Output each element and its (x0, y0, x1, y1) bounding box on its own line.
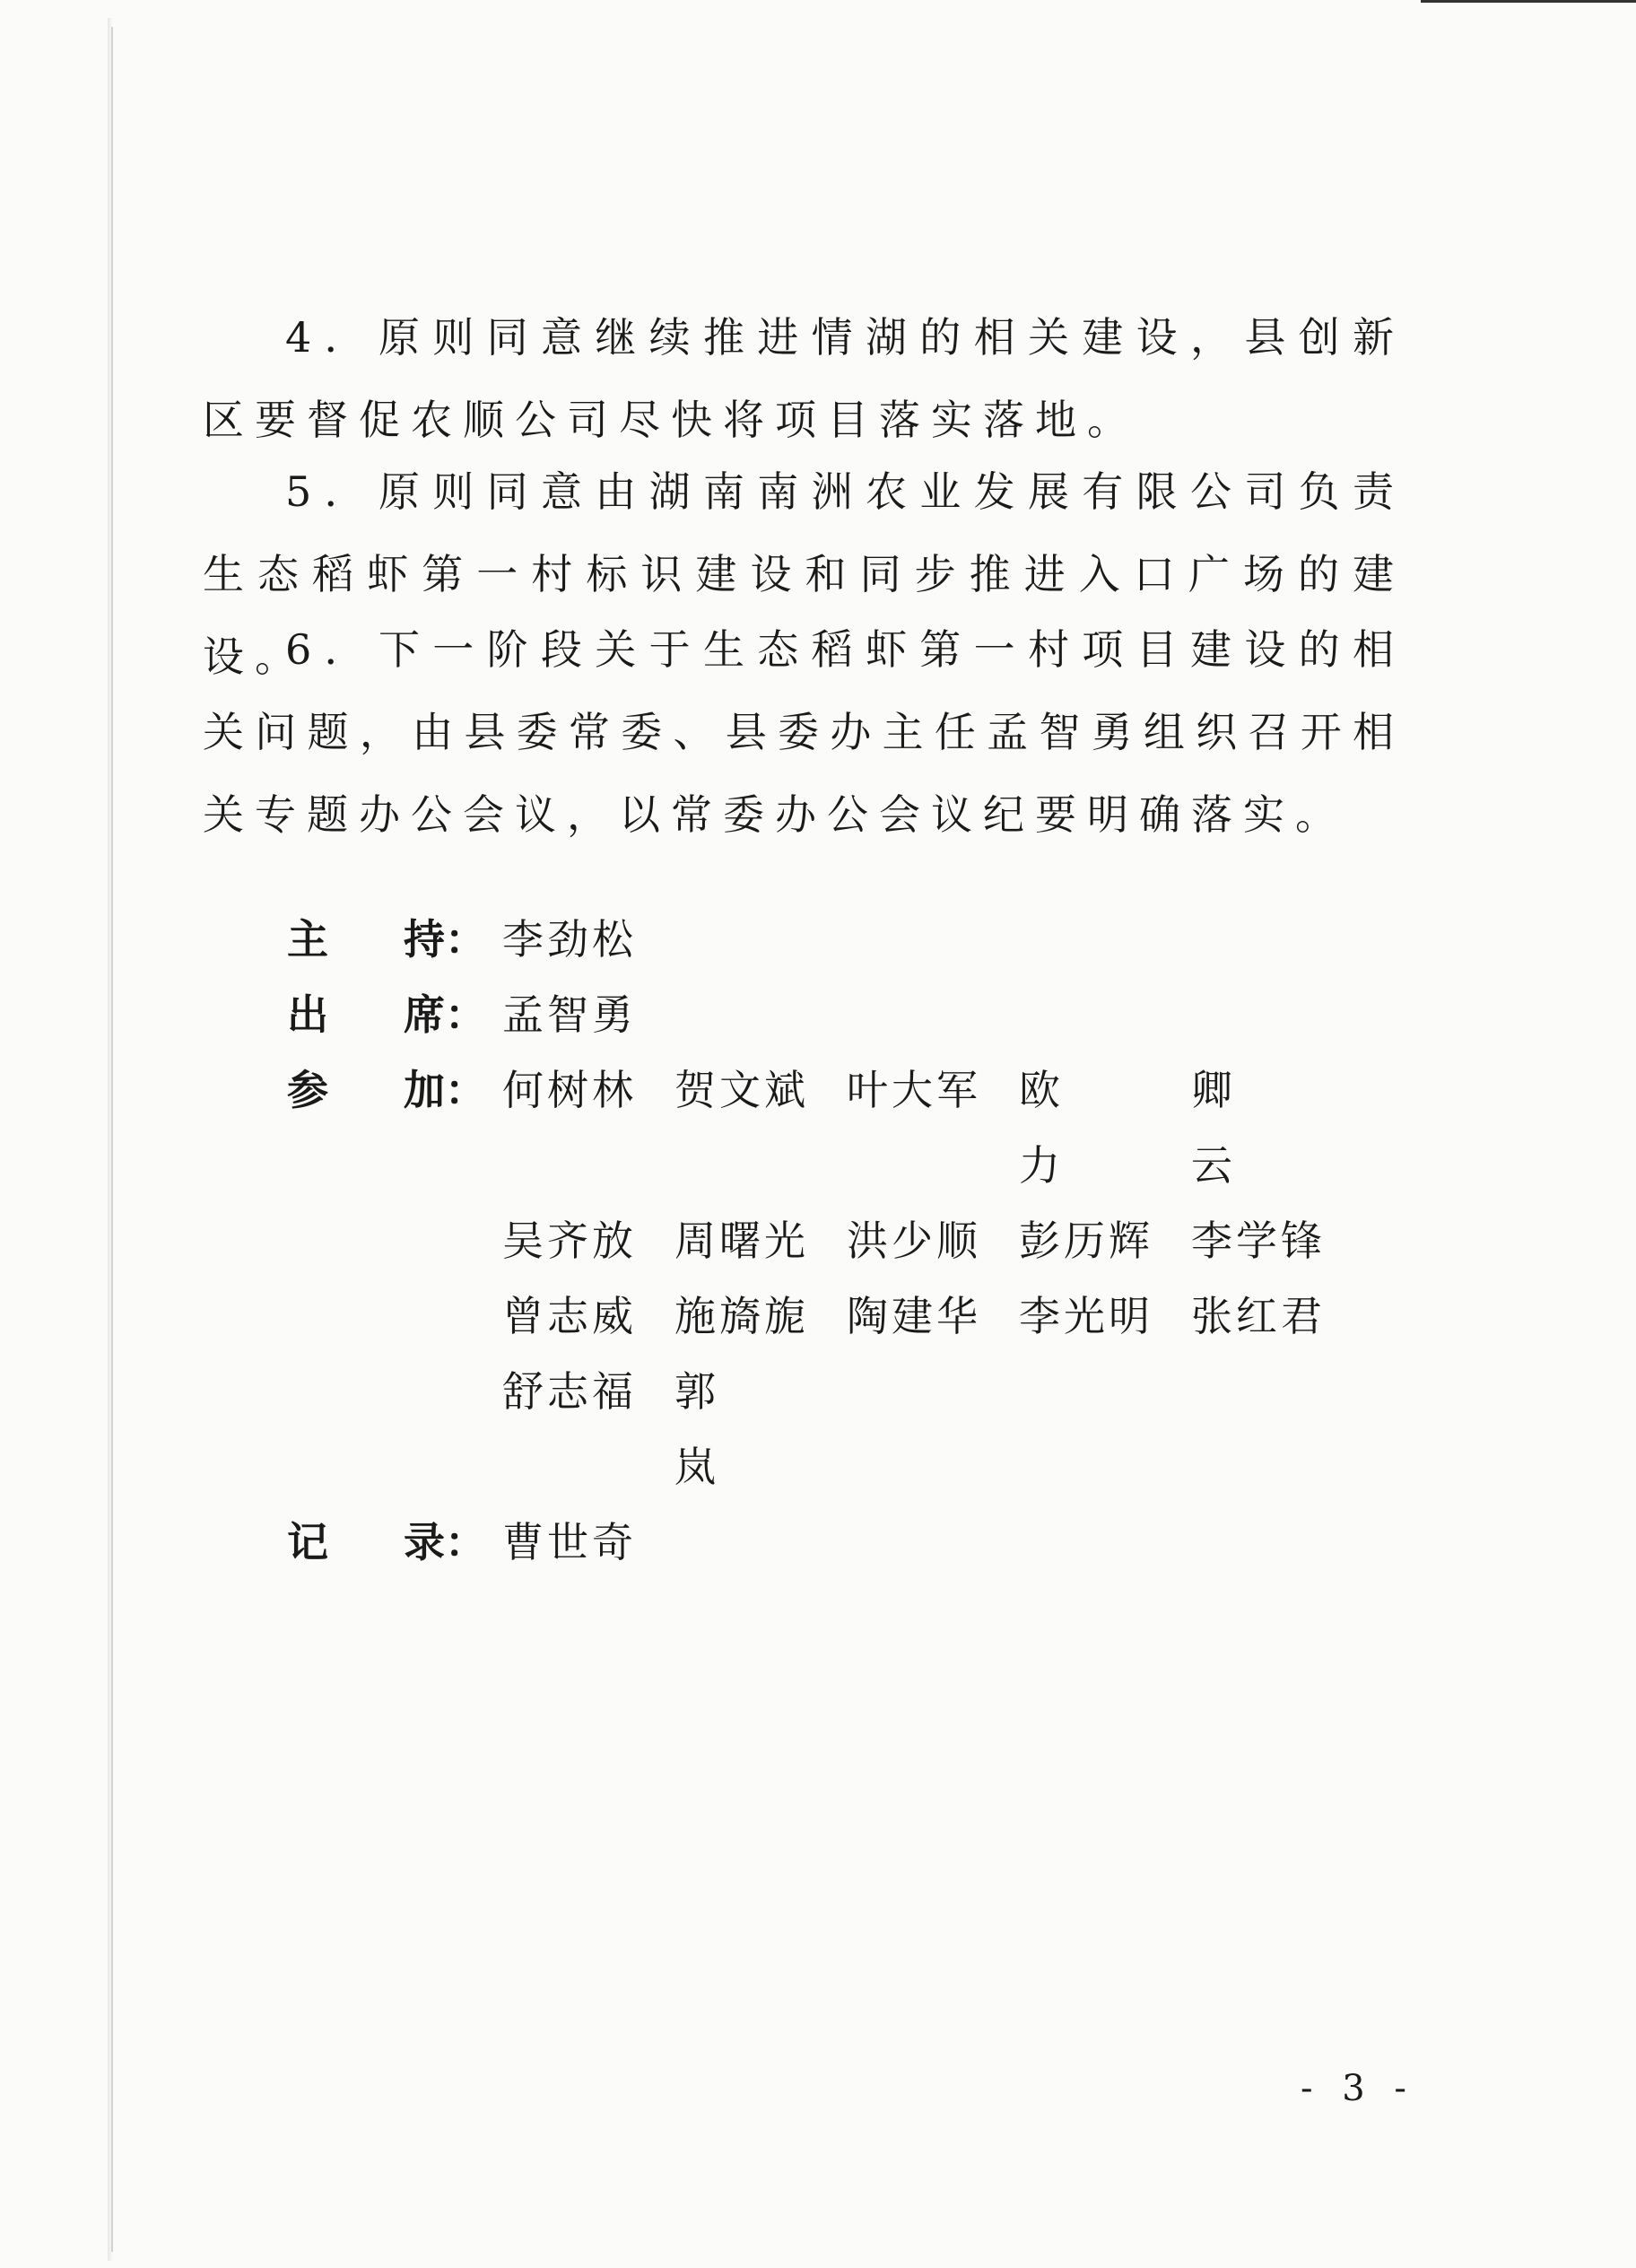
participant-name: 舒志福 (502, 1367, 637, 1416)
host-label-b: 持： (404, 915, 486, 964)
host-names (502, 902, 1363, 977)
recorder-name: 曹世奇 (502, 1518, 637, 1566)
participant-name: 施旖旎 (674, 1292, 809, 1340)
scan-top-line (1421, 0, 1636, 3)
paragraph-item-5: 5．原则同意由湖南南洲农业发展有限公司负责生态稻虾第一村标识建设和同步推进入口广场的建设。 (203, 467, 1405, 681)
attend-label (287, 977, 502, 1052)
attend-row (287, 977, 1363, 1052)
participant-name: 欧 力 (1019, 1066, 1103, 1190)
participant-name: 彭历辉 (1019, 1217, 1153, 1265)
recorder-row (287, 1505, 1363, 1580)
participant-name: 何树林 (502, 1066, 637, 1114)
participant-name: 李光明 (1019, 1292, 1153, 1340)
participant-name: 贺文斌 (674, 1066, 809, 1114)
participant-name: 李学锋 (1191, 1217, 1326, 1265)
participant-name: 陶建华 (847, 1292, 981, 1340)
participant-name: 郭 岚 (674, 1367, 759, 1491)
participant-name: 周曙光 (674, 1217, 809, 1265)
attend-name: 孟智勇 (502, 990, 637, 1039)
participants-label-a: 参 (287, 1066, 328, 1114)
paragraph-item-4: 4．原则同意继续推进情湖的相关建设，县创新区要督促农顺公司尽快将项目落实落地。 (203, 313, 1405, 444)
host-name: 李劲松 (502, 915, 637, 964)
host-label (287, 902, 502, 977)
participants-row (287, 1052, 1363, 1505)
recorder-label (287, 1505, 502, 1580)
participant-name: 曾志威 (502, 1292, 637, 1340)
attend-label-a: 出 (287, 990, 328, 1039)
page-number: - 3 - (1301, 2068, 1415, 2109)
participant-name: 卿 云 (1191, 1066, 1275, 1190)
paragraph-item-6: 6．下一阶段关于生态稻虾第一村项目建设的相关问题，由县委常委、县委办主任孟智勇组织召开相关专题办公会议，以常委办公会议纪要明确落实。 (203, 625, 1405, 839)
participants-names (502, 1052, 1363, 1505)
attend-label-b: 席： (404, 990, 486, 1039)
signature-block (287, 902, 1363, 1580)
participants-label (287, 1052, 502, 1128)
participant-name: 叶大军 (847, 1066, 981, 1114)
participant-name: 张红君 (1191, 1292, 1326, 1340)
participants-label-b: 加： (404, 1066, 486, 1114)
participant-name: 吴齐放 (502, 1217, 637, 1265)
recorder-names (502, 1505, 1363, 1580)
recorder-label-a: 记 (287, 1518, 328, 1566)
recorder-label-b: 录： (404, 1518, 486, 1566)
host-label-a: 主 (287, 915, 328, 964)
host-row (287, 902, 1363, 977)
scan-edge-line (111, 27, 113, 2252)
participant-name: 洪少顺 (847, 1217, 981, 1265)
attend-names (502, 977, 1363, 1052)
